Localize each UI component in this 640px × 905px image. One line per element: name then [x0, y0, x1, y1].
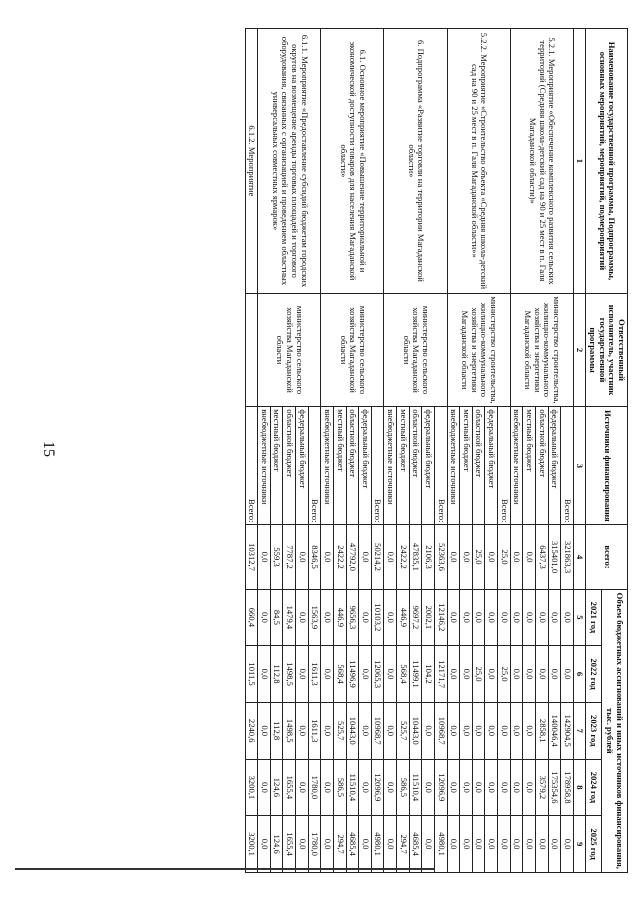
value-cell: 0,0: [485, 816, 498, 873]
column-number-row: [573, 29, 586, 873]
value-cell: 25,0: [472, 525, 485, 589]
col-number: 8: [573, 759, 586, 816]
value-cell: 0,0: [561, 816, 574, 873]
value-cell: 0,0: [510, 816, 523, 873]
value-cell: 0,0: [296, 646, 309, 703]
value-cell: 0,0: [460, 525, 473, 589]
value-cell: 568,4: [397, 646, 410, 703]
value-cell: 446,9: [397, 589, 410, 646]
source-cell: Всего:: [498, 407, 511, 525]
value-cell: 0,0: [536, 646, 549, 703]
source-cell: областной бюджет: [346, 407, 359, 525]
source-cell: федеральный бюджет: [548, 407, 561, 525]
value-cell: 9656,3: [346, 589, 359, 646]
value-cell: 10443,0: [346, 702, 359, 759]
value-cell: 47835,1: [409, 525, 422, 589]
value-cell: 0,0: [548, 646, 561, 703]
value-cell: 8346,5: [308, 525, 321, 589]
value-cell: 0,0: [561, 589, 574, 646]
value-cell: 0,0: [485, 646, 498, 703]
source-cell: внебюджетные источники: [384, 407, 397, 525]
table-row: [435, 29, 448, 873]
value-cell: 52363,6: [435, 525, 448, 589]
value-cell: 0,0: [447, 589, 460, 646]
value-cell: 4980,1: [435, 816, 448, 873]
value-cell: 0,0: [485, 759, 498, 816]
source-cell: внебюджетные источники: [321, 407, 334, 525]
program-name-cell: 5.2.1. Мероприятие «Обеспечение комплексного развития сельских территорий (Средняя школа-детский сад на 90 и 25 мест в п. Галя Магаданской области)»: [510, 29, 573, 294]
value-cell: 1611,3: [308, 646, 321, 703]
value-cell: 1011,5: [245, 646, 258, 703]
value-cell: 11510,4: [346, 759, 359, 816]
source-cell: федеральный бюджет: [485, 407, 498, 525]
value-cell: 4980,1: [371, 816, 384, 873]
budget-table: [245, 28, 628, 873]
table-row: [498, 29, 511, 873]
value-cell: 11510,4: [409, 759, 422, 816]
value-cell: 0,0: [258, 702, 271, 759]
source-cell: областной бюджет: [409, 407, 422, 525]
source-cell: местный бюджет: [523, 407, 536, 525]
value-cell: 0,0: [523, 589, 536, 646]
executor-cell: министерство сельского хозяйства Магаданской области: [258, 293, 321, 406]
value-cell: 0,0: [296, 816, 309, 873]
value-cell: 321863,3: [561, 525, 574, 589]
value-cell: 0,0: [510, 759, 523, 816]
value-cell: 0,0: [510, 525, 523, 589]
value-cell: 559,3: [270, 525, 283, 589]
value-cell: 0,0: [258, 759, 271, 816]
value-cell: 294,7: [334, 816, 347, 873]
value-cell: 124,6: [270, 816, 283, 873]
value-cell: 0,0: [359, 702, 372, 759]
value-cell: 0,0: [523, 816, 536, 873]
value-cell: 0,0: [321, 646, 334, 703]
source-cell: местный бюджет: [397, 407, 410, 525]
header-source: Источники финансирования: [586, 407, 628, 525]
header-year: 2022 год: [586, 646, 601, 703]
value-cell: 0,0: [384, 589, 397, 646]
value-cell: 1479,4: [283, 589, 296, 646]
header-total: всего:: [586, 525, 628, 589]
source-cell: федеральный бюджет: [422, 407, 435, 525]
value-cell: 50214,2: [371, 525, 384, 589]
table-row: [245, 29, 258, 873]
value-cell: 0,0: [510, 646, 523, 703]
value-cell: 0,0: [523, 525, 536, 589]
value-cell: 2422,2: [334, 525, 347, 589]
value-cell: 7787,2: [283, 525, 296, 589]
value-cell: 84,5: [270, 589, 283, 646]
value-cell: 1655,4: [283, 816, 296, 873]
header-year: 2021 год: [586, 589, 601, 646]
col-number: 3: [573, 407, 586, 525]
value-cell: 12096,9: [371, 759, 384, 816]
value-cell: 525,7: [397, 702, 410, 759]
source-cell: местный бюджет: [270, 407, 283, 525]
value-cell: 140046,4: [548, 702, 561, 759]
value-cell: 25,0: [498, 525, 511, 589]
value-cell: 0,0: [485, 525, 498, 589]
value-cell: 0,0: [460, 646, 473, 703]
value-cell: 0,0: [296, 759, 309, 816]
value-cell: 0,0: [422, 759, 435, 816]
value-cell: 25,0: [472, 646, 485, 703]
value-cell: 142904,5: [561, 702, 574, 759]
header-row-1: [601, 29, 627, 873]
value-cell: 0,0: [447, 759, 460, 816]
value-cell: 0,0: [384, 525, 397, 589]
value-cell: 446,9: [334, 589, 347, 646]
header-year: 2023 год: [586, 702, 601, 759]
header-name: Наименование государственной программы, Подпрограммы, основных мероприятий, мероприятий, подмероприятий: [586, 29, 628, 294]
value-cell: 0,0: [460, 759, 473, 816]
value-cell: 6437,3: [536, 525, 549, 589]
value-cell: 4685,4: [409, 816, 422, 873]
col-number: 1: [573, 29, 586, 294]
executor-cell: министерство строительства, жилищно-коммунального хозяйства и энергетики Магаданской области: [447, 293, 510, 406]
col-number: 7: [573, 702, 586, 759]
program-name-cell: 6.1.1. Мероприятие «Предоставление субсидий бюджетам городских округов на возмещение аренды торговых площадей и торгового оборудования, связанных с организацией и проведением областных универсальных совместных ярмарок»: [258, 29, 321, 294]
source-cell: Всего:: [245, 407, 258, 525]
value-cell: 0,0: [561, 646, 574, 703]
source-cell: Всего:: [561, 407, 574, 525]
source-cell: областной бюджет: [536, 407, 549, 525]
value-cell: 10968,7: [435, 702, 448, 759]
value-cell: 0,0: [498, 816, 511, 873]
source-cell: внебюджетные источники: [510, 407, 523, 525]
value-cell: 3579,2: [536, 759, 549, 816]
value-cell: 0,0: [384, 759, 397, 816]
value-cell: 1655,4: [283, 759, 296, 816]
value-cell: 568,4: [334, 646, 347, 703]
value-cell: 0,0: [321, 759, 334, 816]
executor-cell: министерство строительства, жилищно-коммунального хозяйства и энергетики Магаданской области: [510, 293, 573, 406]
value-cell: 9697,2: [409, 589, 422, 646]
value-cell: 11499,1: [409, 646, 422, 703]
value-cell: 0,0: [447, 525, 460, 589]
value-cell: 0,0: [510, 702, 523, 759]
value-cell: 112,8: [270, 702, 283, 759]
value-cell: 0,0: [359, 759, 372, 816]
value-cell: 2422,2: [397, 525, 410, 589]
bottom-rule: [15, 868, 435, 870]
header-year: 2024 год: [586, 759, 601, 816]
value-cell: 0,0: [472, 816, 485, 873]
value-cell: 0,0: [384, 702, 397, 759]
value-cell: 0,0: [384, 816, 397, 873]
source-cell: внебюджетные источники: [447, 407, 460, 525]
value-cell: 47792,0: [346, 525, 359, 589]
value-cell: 586,5: [334, 759, 347, 816]
value-cell: 0,0: [472, 702, 485, 759]
value-cell: 178958,8: [561, 759, 574, 816]
value-cell: 0,0: [447, 816, 460, 873]
value-cell: 0,0: [359, 816, 372, 873]
value-cell: 0,0: [359, 589, 372, 646]
header-group: Объем бюджетных ассигнований и иных источников финансирования, тыс. рублей: [601, 589, 627, 872]
value-cell: 315401,0: [548, 525, 561, 589]
value-cell: 0,0: [258, 646, 271, 703]
program-name-cell: 6. Подпрограмма «Развитие торговли на территории Магаданской области»: [384, 29, 447, 294]
value-cell: 586,5: [397, 759, 410, 816]
value-cell: 0,0: [258, 525, 271, 589]
value-cell: 12096,9: [435, 759, 448, 816]
value-cell: 3200,1: [245, 759, 258, 816]
value-cell: 0,0: [523, 759, 536, 816]
value-cell: 0,0: [296, 589, 309, 646]
value-cell: 1780,0: [308, 759, 321, 816]
col-number: 4: [573, 525, 586, 589]
value-cell: 0,0: [258, 816, 271, 873]
table-body: [245, 29, 573, 873]
col-number: 5: [573, 589, 586, 646]
value-cell: 0,0: [296, 702, 309, 759]
value-cell: 2858,1: [536, 702, 549, 759]
source-cell: областной бюджет: [472, 407, 485, 525]
value-cell: 104,2: [422, 646, 435, 703]
value-cell: 0,0: [548, 816, 561, 873]
value-cell: 0,0: [498, 702, 511, 759]
value-cell: 0,0: [485, 702, 498, 759]
value-cell: 0,0: [296, 525, 309, 589]
rotated-table-area: [48, 0, 640, 905]
executor-cell: министерство сельского хозяйства Магаданской области: [321, 293, 384, 406]
value-cell: 1563,9: [308, 589, 321, 646]
program-name-cell: 6.1.2. Мероприятие: [245, 29, 258, 294]
value-cell: 112,8: [270, 646, 283, 703]
value-cell: 0,0: [460, 589, 473, 646]
header-executor: Ответственный исполнитель, участник государственной программы: [586, 293, 628, 406]
source-cell: Всего:: [435, 407, 448, 525]
table-row: [371, 29, 384, 873]
value-cell: 10443,0: [409, 702, 422, 759]
value-cell: 124,6: [270, 759, 283, 816]
value-cell: 0,0: [460, 816, 473, 873]
value-cell: 0,0: [510, 589, 523, 646]
source-cell: федеральный бюджет: [359, 407, 372, 525]
value-cell: 0,0: [498, 759, 511, 816]
value-cell: 294,7: [397, 816, 410, 873]
value-cell: 1498,5: [283, 702, 296, 759]
value-cell: 1611,3: [308, 702, 321, 759]
value-cell: 0,0: [536, 589, 549, 646]
value-cell: 0,0: [536, 816, 549, 873]
value-cell: 0,0: [460, 702, 473, 759]
value-cell: 10103,2: [371, 589, 384, 646]
value-cell: 2002,1: [422, 589, 435, 646]
value-cell: 0,0: [498, 589, 511, 646]
value-cell: 0,0: [472, 589, 485, 646]
source-cell: местный бюджет: [460, 407, 473, 525]
value-cell: 12146,2: [435, 589, 448, 646]
program-name-cell: 5.2.2. Мероприятие «Строительство объекта «Средняя школа-детский сад на 90 и 25 мест в п. Галя Магаданской области»»: [447, 29, 510, 294]
value-cell: 2106,3: [422, 525, 435, 589]
col-number: 2: [573, 293, 586, 406]
value-cell: 2240,6: [245, 702, 258, 759]
value-cell: 12171,7: [435, 646, 448, 703]
value-cell: 1498,5: [283, 646, 296, 703]
value-cell: 10968,7: [371, 702, 384, 759]
value-cell: 10312,7: [245, 525, 258, 589]
source-cell: местный бюджет: [334, 407, 347, 525]
table-row: [308, 29, 321, 873]
value-cell: 0,0: [359, 525, 372, 589]
source-cell: Всего:: [308, 407, 321, 525]
value-cell: 0,0: [447, 702, 460, 759]
value-cell: 0,0: [485, 589, 498, 646]
source-cell: федеральный бюджет: [296, 407, 309, 525]
value-cell: 12065,3: [371, 646, 384, 703]
value-cell: 3200,1: [245, 816, 258, 873]
value-cell: 0,0: [523, 646, 536, 703]
rotated-content: [245, 28, 628, 873]
value-cell: 0,0: [422, 816, 435, 873]
source-cell: областной бюджет: [283, 407, 296, 525]
value-cell: 0,0: [321, 702, 334, 759]
value-cell: 175354,6: [548, 759, 561, 816]
value-cell: 0,0: [321, 589, 334, 646]
table-row: [561, 29, 574, 873]
value-cell: 0,0: [321, 525, 334, 589]
value-cell: 0,0: [359, 646, 372, 703]
value-cell: 0,0: [258, 589, 271, 646]
value-cell: 4685,4: [346, 816, 359, 873]
header-year: 2025 год: [586, 816, 601, 873]
value-cell: 0,0: [548, 589, 561, 646]
executor-cell: министерство сельского хозяйства Магаданской области: [384, 293, 447, 406]
source-cell: внебюджетные источники: [258, 407, 271, 525]
program-name-cell: 6.1. Основное мероприятие «Повышение территориальной и экономической доступности товаров для населения Магаданской области»: [321, 29, 384, 294]
value-cell: 660,4: [245, 589, 258, 646]
value-cell: 0,0: [447, 646, 460, 703]
value-cell: 525,7: [334, 702, 347, 759]
value-cell: 0,0: [321, 816, 334, 873]
value-cell: 0,0: [422, 702, 435, 759]
col-number: 9: [573, 816, 586, 873]
value-cell: 0,0: [523, 702, 536, 759]
executor-cell: [245, 293, 258, 406]
value-cell: 25,0: [498, 646, 511, 703]
col-number: 6: [573, 646, 586, 703]
value-cell: 1780,0: [308, 816, 321, 873]
source-cell: Всего:: [371, 407, 384, 525]
page-number: 15: [40, 441, 57, 457]
value-cell: 11496,9: [346, 646, 359, 703]
value-cell: 0,0: [472, 759, 485, 816]
value-cell: 0,0: [384, 646, 397, 703]
